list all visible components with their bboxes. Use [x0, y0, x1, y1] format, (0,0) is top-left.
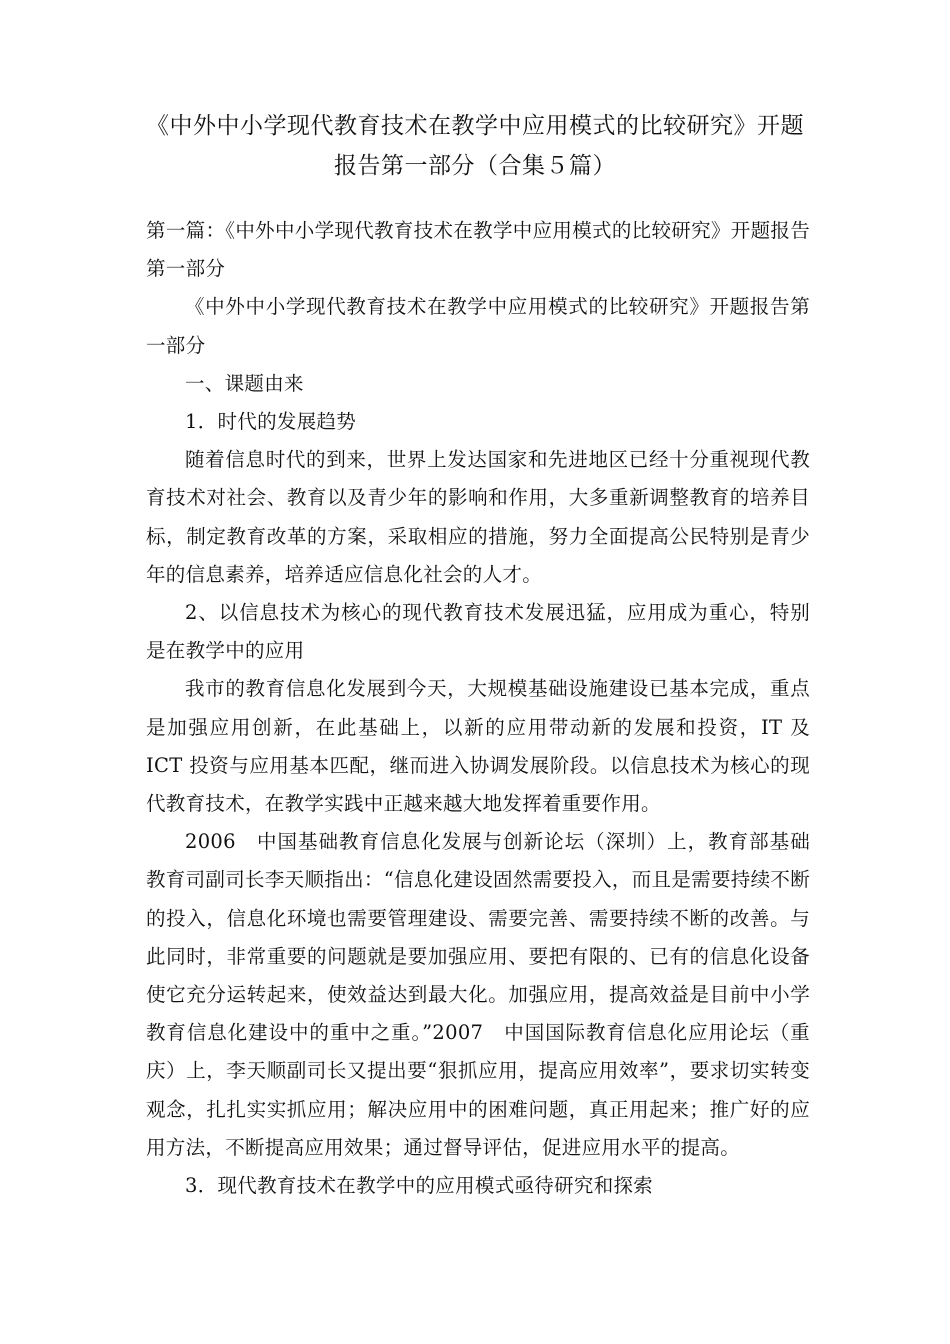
- document-body: [146, 212, 810, 1205]
- paragraph-body: 随着信息时代的到来，世界上发达国家和先进地区已经十分重视现代教育技术对社会、教育以及青少年的影响和作用，大多重新调整教育的培养目标，制定教育改革的方案，采取相应的措施，努力全面提高公民特别是青少年的信息素养，培养适应信息化社会的人才。: [146, 448, 810, 586]
- paragraph-section-heading: 第一篇：《中外中小学现代教育技术在教学中应用模式的比较研究》开题报告第一部分: [146, 219, 810, 281]
- paragraph-heading-trend: 1．时代的发展趋势: [185, 410, 357, 434]
- paragraph-heading-it-core: 2、以信息技术为核心的现代教育技术发展迅猛，应用成为重心，特别是在教学中的应用: [146, 601, 810, 663]
- paragraph-heading-models: 3．现代教育技术在教学中的应用模式亟待研究和探索: [185, 1174, 654, 1198]
- paragraph-heading-origin: 一、课题由来: [185, 371, 304, 395]
- paragraph-body: 我市的教育信息化发展到今天，大规模基础设施建设已基本完成，重点是加强应用创新，在此基础上，以新的应用带动新的发展和投资，IT 及 ICT 投资与应用基本匹配，继而进入协调发展阶段。以信息技术为核心的现代教育技术，在教学实践中正越来越大地发挥着重要作用。: [146, 677, 810, 816]
- paragraph-subtitle: 《中外中小学现代教育技术在教学中应用模式的比较研究》开题报告第一部分: [146, 295, 810, 357]
- document-title: 《中外中小学现代教育技术在教学中应用模式的比较研究》开题报告第一部分（合集５篇）: [146, 113, 804, 179]
- paragraph-body: 2006 中国基础教育信息化发展与创新论坛（深圳）上，教育部基础教育司副司长李天顺指出：“信息化建设固然需要投入，而且是需要持续不断的投入，信息化环境也需要管理建设、需要完善、需要持续不断的改善。与此同时，非常重要的问题就是要加强应用、要把有限的、已有的信息化设备使它充分运转起来，使效益达到最大化。加强应用，提高效益是目前中小学教育信息化建设中的重中之重。”2007 中国国际教育信息化应用论坛（重庆）上，李天顺副司长又提出要“狠抓应用，提高应用效率”，要求切实转变观念，扎扎实实抓应用；解决应用中的困难问题，真正用起来；推广好的应用方法，不断提高应用效果；通过督导评估，促进应用水平的提高。: [146, 830, 810, 1159]
